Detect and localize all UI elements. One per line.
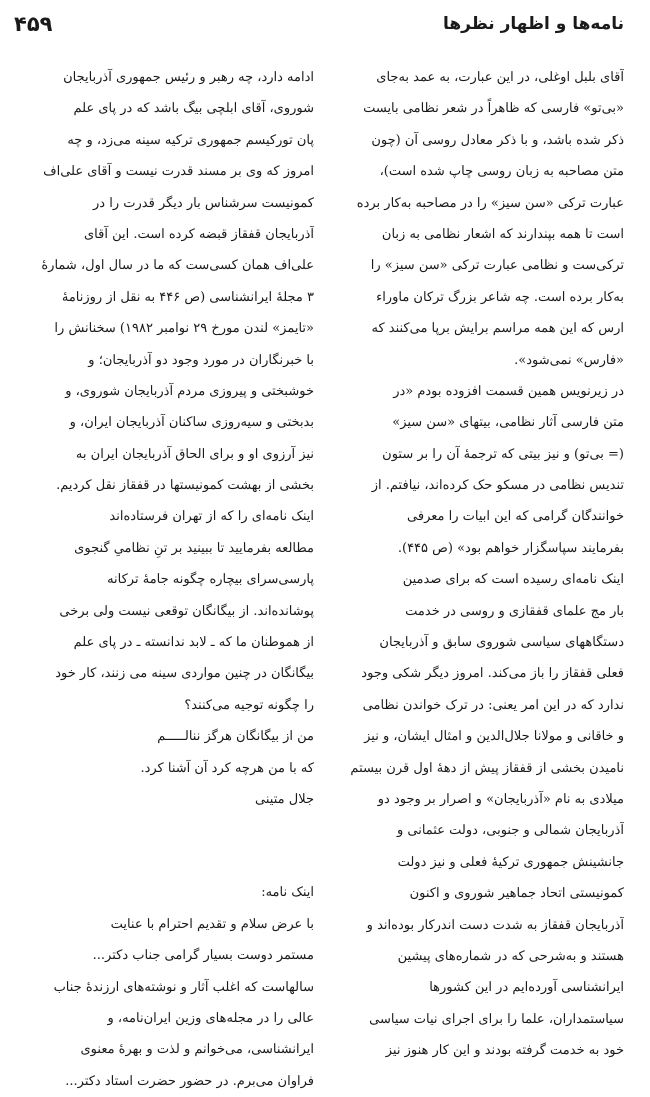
right-column-line: است تا همه بپندارند که اشعار نظامی به زبان [381,226,624,242]
left-text-column [14,62,314,1097]
right-column-line: ذکر شده باشد، و با ذکر معادل روسی آن (چون [371,132,624,148]
right-column-line: ارس که این همه مراسم برایش برپا می‌کنند که [371,321,624,337]
right-column-line: جانشینش جمهوری ترکیهٔ فعلی و نیز دولت [397,854,624,870]
right-column-line: بار مج علمای قفقازی و روسی در خدمت [405,603,624,619]
left-column-line: بخشی از بهشت کمونیستها در قفقاز نقل کردیم. [56,478,314,494]
left-column-line: پان تورکیسم جمهوری ترکیه سینه می‌زد، و چه [67,132,314,148]
right-column-line: دستگاههای سیاسی شوروی سابق و آذربایجان [379,635,624,651]
right-column-line: بفرمایند سپاسگزار خواهم بود» (ص ۴۴۵). [397,540,624,556]
running-title: نامه‌ها و اظهار نظرها [442,14,624,34]
left-column-line: آذربایجان قفقاز قبضه کرده است. این آقای [83,226,314,242]
right-column-line: «فارس» نمی‌شود». [514,352,624,368]
right-column-line: اینک نامه‌ای رسیده است که برای صدمین [402,572,624,588]
right-column-line: ندارد که در این امر یعنی: در ترک خواندن نظامی [362,697,624,713]
left-column-line: ۳ مجلهٔ ایرانشناسی (ص ۴۴۶ به نقل از روزنامهٔ [61,289,314,305]
right-column-line: عبارت ترکی «سن سیز» را در مصاحبه به‌کار برده [356,195,624,211]
left-column-line [14,815,314,877]
left-column-line: نیز آرزوی او و برای الحاق آذربایجان ایران به [75,446,314,462]
right-column-line: متن مصاحبه به زبان روسی چاپ شده است)، [379,164,624,180]
left-column-line: با خبرنگاران در مورد وجود دو آذربایجان؛ و [88,352,314,368]
left-column-line: بدبختی و سیه‌روزی ساکنان آذربایجان ایران، و [69,415,314,431]
right-column-line: تندیس نظامی در مسکو حک کرده‌اند، نیافتم. از [371,478,624,494]
left-column-line: عالی را در مجله‌های وزین ایران‌نامه، و [107,1010,314,1026]
left-column-line: جلال متینی [255,791,314,807]
left-column-line: کمونیست سرشناس بار دیگر قدرت را در [93,195,314,211]
right-column-line: آقای بلبل اوغلی، در این عبارت، به عمد به‌جای [376,70,624,85]
right-column-line: هستند و به‌شرحی که در شماره‌های پیشین [397,948,624,964]
left-column-line: اینک نامه: [261,885,314,901]
left-column-line: فراوان می‌برم. در حضور حضرت استاد دکتر... [65,1073,314,1089]
left-column-line: «تایمز» لندن مورخ ۲۹ نوامبر ۱۹۸۲) سخنانش را [54,321,314,337]
left-column-line: بیگانگان در چنین مواردی سینه می زنند، کار خود [55,666,314,682]
right-column-line: «بی‌تو» فارسی که ظاهراً در شعر نظامی بایست [363,101,624,117]
page-number: ۴۵۹ [14,12,53,36]
right-column-line: سیاستمداران، علما را برای اجرای نیات سیاسی [369,1011,624,1027]
right-column-line: خوانندگان گرامی که این ابیات را معرفی [407,509,624,525]
right-column-line: (= بی‌تو) و نیز بیتی که ترجمهٔ آن را بر ستون [382,446,624,462]
left-column-line: از هموطنان ما که ـ لابد ندانسته ـ در پای علم [73,635,314,651]
left-column-line: که با من هرچه کرد آن آشنا کرد. [140,760,314,776]
left-column-line: با عرض سلام و تقدیم احترام با عنایت [110,916,314,932]
right-column-line: میلادی به نام «آذربایجان» و اصرار بر وجود دو [377,791,624,807]
right-column-line: نامیدن بخشی از قفقاز پیش از دههٔ اول قرن بیستم [350,760,624,776]
left-column-line: ادامه دارد، چه رهبر و رئیس جمهوری آذربایجان [63,70,314,85]
right-text-column [328,62,624,1067]
left-column-line: پوشانده‌اند. از بیگانگان توقعی نیست ولی برخی [59,603,314,619]
left-column-line: مستمر دوست بسیار گرامی جناب دکتر... [92,948,314,964]
left-column-line: مطالعه بفرمایید تا ببینید بر تنِ نظامیِ گنجوی [74,540,314,556]
right-column-line: کمونیستی اتحاد جماهیر شوروی و اکنون [409,886,624,902]
right-column-line: و خاقانی و مولانا جلال‌الدین و امثال ایشان، و نیز [364,729,624,745]
right-column-line: در زیرنویس همین قسمت افزوده بودم «در [393,383,624,399]
left-column-line: شوروی، آقای ابلچی بیگ باشد که در پای علم [73,101,314,117]
left-column-line: علی‌اف همان کسی‌ست که ما در سال اول، شمارهٔ [41,258,314,274]
page-header [14,10,624,48]
left-column-line: سالهاست که اغلب آثار و نوشته‌های ارزندهٔ جناب [53,979,314,995]
right-column-line: آذربایجان قفقاز به شدت دست اندرکار بوده‌اند و [366,917,624,933]
left-column-line: پارسی‌سرای بیچاره چگونه جامهٔ ترکانه [107,572,314,588]
left-column-line: اینک نامه‌ای را که از تهران فرستاده‌اند [109,509,314,525]
right-column-line: به‌کار برده است. چه شاعر بزرگ ترکان ماوراء [376,289,624,305]
right-column-line: خود به خدمت گرفته بودند و این کار هنوز نیز [385,1043,624,1059]
right-column-line: متن فارسی آثار نظامی، بیتهای «سن سیز» [392,415,624,431]
left-column-line: را چگونه توجیه می‌کنند؟ [184,697,314,713]
left-column-line: امروز که وی بر مسند قدرت نیست و آقای علی‌اف [43,164,314,180]
right-column-line: ترکی‌ست و نظامی عبارت ترکی «سن سیز» را [370,258,624,274]
right-column-line: آذربایجان شمالی و جنوبی، دولت عثمانی و [396,823,624,839]
left-column-line: من از بیگانگان هرگز ننالـــــم [157,729,314,745]
left-column-line: خوشبختی و پیروزی مردم آذربایجان شوروی، و [65,383,314,399]
right-column-line: فعلی قفقاز را باز می‌کند. امروز دیگر شکی وجود [361,666,624,682]
right-column-line: ایرانشناسی آورده‌ایم در این کشورها [429,980,624,996]
left-column-line: ایرانشناسی، می‌خوانم و لذت و بهرهٔ معنوی [80,1042,314,1058]
